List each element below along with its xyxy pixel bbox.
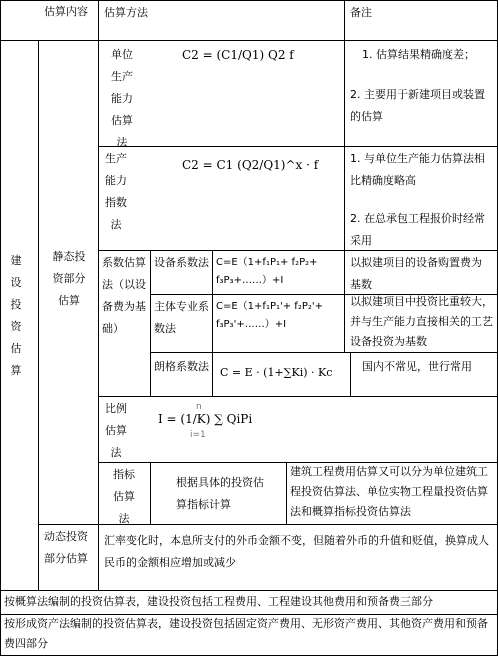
ratio-sum-lower: i=1 <box>190 430 206 440</box>
rule <box>212 250 213 396</box>
header-method-label: 估算方法 <box>104 6 148 19</box>
rule <box>98 0 99 590</box>
capacity-index-note-2: 2. 在总承包工程报价时经常采用 <box>350 212 485 247</box>
unit-capacity-formula: C2 = (C1/Q1) Q2 f <box>182 48 294 62</box>
header-note-label: 备注 <box>350 6 372 19</box>
rule <box>344 250 345 294</box>
footer-line-2: 按形成资产法编制的投资估算表，建设投资包括固定资产费用、无形资产费用、其他资产费用和预备费四部分 <box>4 617 488 650</box>
equipment-coefficient-name: 设备系数法 <box>154 256 209 269</box>
rule <box>350 352 351 396</box>
rule <box>150 250 151 396</box>
rule <box>0 0 498 1</box>
rule <box>150 462 151 524</box>
unit-capacity-note-1: 1. 估算结果精确度差； <box>362 48 475 61</box>
construction-investment-label: 建设投资估算 <box>10 254 22 377</box>
equipment-coefficient-note: 以拟建项目的设备购置费为基数 <box>350 256 482 291</box>
rule <box>98 146 498 147</box>
capacity-index-method-name: 生产能力指数法 <box>105 152 127 231</box>
capacity-index-note-1: 1. 与单位生产能力估算法相比精确度略高 <box>350 152 485 187</box>
ratio-formula: I = (1/K) ∑ QiPi <box>158 412 253 426</box>
major-coefficient-formula-line2: f₃P₃'+……）+I <box>216 319 287 330</box>
rule <box>98 396 498 397</box>
static-investment-label: 静态投资部分估算 <box>52 250 86 307</box>
header-content-label: 估算内容 <box>44 5 88 18</box>
rule <box>150 352 498 353</box>
rule <box>286 462 287 524</box>
rule <box>344 0 345 250</box>
ratio-sum-upper: n <box>196 402 202 412</box>
rule <box>344 294 345 352</box>
equipment-coefficient-formula-line1: C=E（1+f₁P₁+ f₂P₂+ <box>216 257 318 268</box>
equipment-coefficient-formula-line2: f₃P₃+……）+I <box>216 275 284 286</box>
rule <box>38 40 39 590</box>
rule <box>38 524 498 525</box>
major-coefficient-name: 主体专业系数法 <box>154 300 209 335</box>
lang-coefficient-note: 国内不常见，世行常用 <box>362 360 472 373</box>
major-coefficient-note: 以拟建项目中投资比重较大，并与生产能力直接相关的工艺设备投资为基数 <box>350 295 493 348</box>
unit-capacity-method-name: 单位生产能力估算法 <box>111 48 133 149</box>
unit-capacity-note-2: 2. 主要用于新建项目或装置的估算 <box>350 88 485 123</box>
major-coefficient-formula-line1: C=E（1+f₁P₁'+ f₂P₂'+ <box>216 301 323 312</box>
dynamic-investment-label: 动态投资部分估算 <box>44 530 88 565</box>
rule <box>0 40 498 41</box>
ratio-method-name: 比例估算法 <box>105 402 127 459</box>
index-note: 建筑工程费用估算又可以分为单位建筑工程投资估算法、单位实物工程量投资估算法和概算指标投资估算法 <box>290 465 488 518</box>
rule <box>0 0 1 656</box>
capacity-index-formula: C2 = C1 (Q2/Q1)^x · f <box>182 158 319 172</box>
lang-coefficient-formula: C = E · (1+∑Ki) · Kc <box>220 366 333 379</box>
index-method-name: 指标估算法 <box>113 468 135 525</box>
coefficient-method-name: 系数估算法（以设备费为基础） <box>102 256 146 335</box>
dynamic-investment-text: 汇率变化时，本息所支付的外币金额不变，但随着外币的升值和贬值，换算成人民币的金额相应增加或减少 <box>104 534 489 569</box>
lang-coefficient-name: 朗格系数法 <box>154 360 209 373</box>
index-method-text: 根据具体的投资估算指标计算 <box>176 476 264 511</box>
footer-line-1: 按概算法编制的投资估算表，建设投资包括工程费用、工程建设其他费用和预备费三部分 <box>4 595 433 608</box>
